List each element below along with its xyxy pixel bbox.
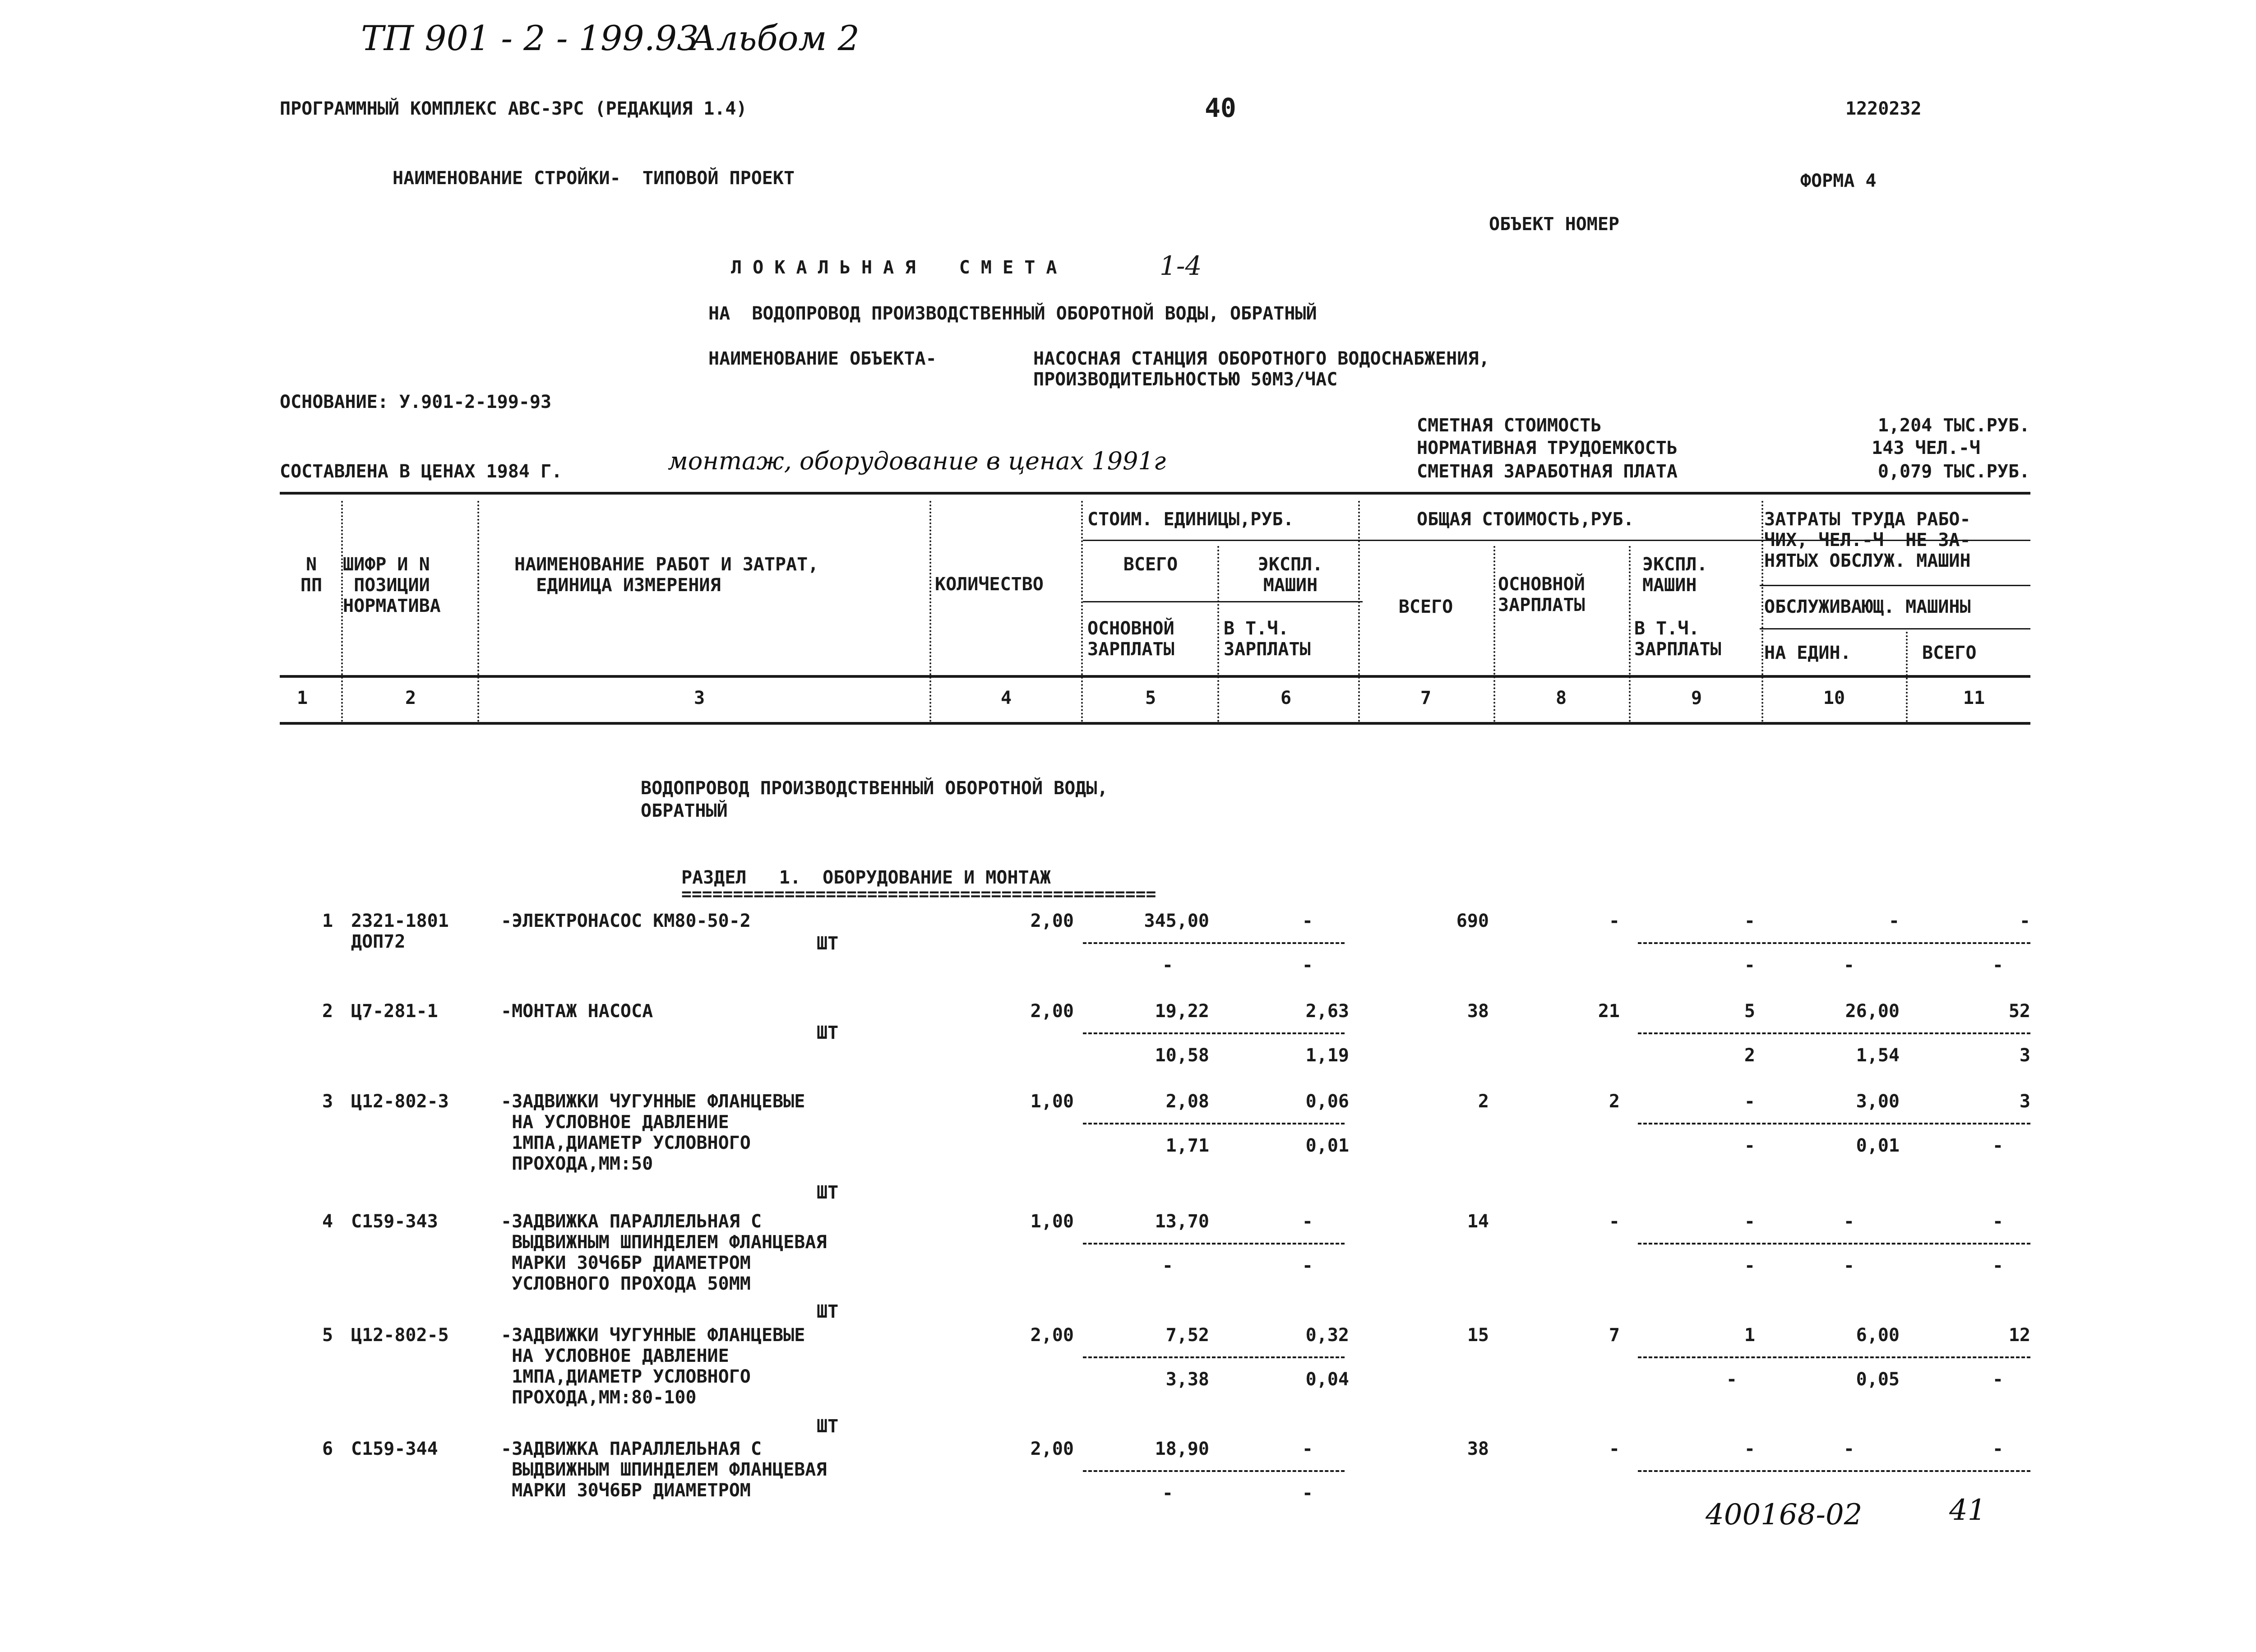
col-sep bbox=[1493, 546, 1495, 722]
cost-value: 1,204 ТЫС.РУБ. bbox=[1877, 415, 2030, 436]
wage-label: СМЕТНАЯ ЗАРАБОТНАЯ ПЛАТА bbox=[1417, 461, 1678, 482]
row-labor-all: 52 bbox=[2008, 1001, 2030, 1022]
row-labor-all-mach: 3 bbox=[2019, 1045, 2030, 1066]
row-unit-mach: 0,06 bbox=[1305, 1091, 1349, 1112]
object-name-line2: ПРОИЗВОДИТЕЛЬНОСТЬЮ 50М3/ЧАС bbox=[1033, 369, 1338, 390]
row-unit-wage: - bbox=[1162, 1255, 1173, 1276]
object-number: ОБЪЕКТ НОМЕР bbox=[1489, 214, 1619, 235]
row-total-incl: - bbox=[1744, 1255, 1755, 1276]
row-unit-cost: 345,00 bbox=[1144, 911, 1209, 931]
estimate-subject: НА ВОДОПРОВОД ПРОИЗВОДСТВЕННЫЙ ОБОРОТНОЙ ВОДЫ, ОБРАТНЫЙ bbox=[708, 303, 1317, 324]
row-name: -ЗАДВИЖКИ ЧУГУННЫЕ ФЛАНЦЕВЫЕ НА УСЛОВНОЕ ДАВЛЕНИЕ 1МПА,ДИАМЕТР УСЛОВНОГО ПРОХОДА,ММ:80-100 bbox=[501, 1325, 805, 1408]
header-bottom-rule bbox=[280, 722, 2030, 725]
col-sep bbox=[477, 501, 479, 722]
row-unit-wage: 10,58 bbox=[1155, 1045, 1209, 1066]
row-unit-wage: 1,71 bbox=[1165, 1135, 1209, 1156]
form-label: ФОРМА 4 bbox=[1800, 171, 1877, 191]
row-unit: ШТ bbox=[817, 933, 839, 954]
row-total-mach: 5 bbox=[1744, 1001, 1755, 1022]
section-title-line1: ВОДОПРОВОД ПРОИЗВОДСТВЕННЫЙ ОБОРОТНОЙ ВОДЫ, bbox=[641, 778, 1108, 799]
col-header-tot-all: ВСЕГО bbox=[1398, 597, 1453, 617]
row-unit-wage: - bbox=[1162, 1483, 1173, 1504]
col-header-all: ВСЕГО bbox=[1922, 643, 1977, 663]
row-unit-mach: 2,63 bbox=[1305, 1001, 1349, 1022]
row-unit-wage: 3,38 bbox=[1165, 1369, 1209, 1390]
row-number: 2 bbox=[322, 1001, 333, 1022]
col-header-unit-incl: В Т.Ч. ЗАРПЛАТЫ bbox=[1224, 618, 1311, 660]
prices-handwritten: монтаж, оборудование в ценах 1991г bbox=[668, 447, 1166, 475]
row-total-mach: - bbox=[1744, 1091, 1755, 1112]
row-labor-unit: 3,00 bbox=[1856, 1091, 1900, 1112]
row-unit-incl: 0,01 bbox=[1305, 1135, 1349, 1156]
handwritten-album: Альбом 2 bbox=[690, 18, 860, 58]
row-unit-cost: 13,70 bbox=[1155, 1211, 1209, 1232]
row-unit-mach: - bbox=[1302, 1211, 1313, 1232]
row-labor-unit-mach: - bbox=[1843, 955, 1854, 976]
col-header-qty: КОЛИЧЕСТВО bbox=[935, 574, 1044, 595]
razdel-underline: ============================================== bbox=[681, 884, 1156, 904]
row-total: 14 bbox=[1467, 1211, 1489, 1232]
col-number: 5 bbox=[1145, 688, 1156, 708]
row-total-wage: 7 bbox=[1609, 1325, 1620, 1346]
row-code: С159-343 bbox=[351, 1211, 438, 1232]
razdel-heading: РАЗДЕЛ 1. ОБОРУДОВАНИЕ И МОНТАЖ bbox=[681, 867, 1051, 888]
row-number: 3 bbox=[322, 1091, 333, 1112]
wage-value: 0,079 ТЫС.РУБ. bbox=[1877, 461, 2030, 482]
row-qty: 1,00 bbox=[1030, 1091, 1074, 1112]
row-unit-cost: 18,90 bbox=[1155, 1439, 1209, 1459]
col-sep bbox=[929, 501, 931, 722]
object-name-line1: НАСОСНАЯ СТАНЦИЯ ОБОРОТНОГО ВОДОСНАБЖЕНИЯ, bbox=[1033, 348, 1490, 369]
col-number: 11 bbox=[1963, 688, 1985, 708]
row-code: 2321-1801 ДОП72 bbox=[351, 911, 449, 952]
row-divider bbox=[1638, 1356, 2030, 1358]
row-qty: 2,00 bbox=[1030, 911, 1074, 931]
col-header-total-cost: ОБЩАЯ СТОИМОСТЬ,РУБ. bbox=[1417, 509, 1634, 530]
row-divider bbox=[1083, 1470, 1345, 1472]
row-unit-incl: - bbox=[1302, 1255, 1313, 1276]
row-unit-mach: 0,32 bbox=[1305, 1325, 1349, 1346]
row-divider bbox=[1638, 1470, 2030, 1472]
col-sep bbox=[1081, 501, 1083, 722]
row-divider bbox=[1638, 1123, 2030, 1124]
row-divider bbox=[1083, 942, 1345, 944]
col-number: 3 bbox=[693, 688, 705, 708]
row-labor-all-mach: - bbox=[1992, 1255, 2003, 1276]
row-labor-unit-mach: 0,01 bbox=[1856, 1135, 1900, 1156]
row-number: 1 bbox=[322, 911, 333, 931]
row-unit: ШТ bbox=[817, 1023, 839, 1043]
row-labor-all: - bbox=[1992, 1211, 2003, 1232]
row-unit-cost: 2,08 bbox=[1165, 1091, 1209, 1112]
prices-label: СОСТАВЛЕНА В ЦЕНАХ 1984 Г. bbox=[280, 461, 563, 482]
row-labor-all: - bbox=[2019, 911, 2030, 931]
document-title: Л О К А Л Ь Н А Я С М Е Т А bbox=[731, 257, 1057, 278]
row-labor-all: - bbox=[1992, 1439, 2003, 1459]
row-qty: 2,00 bbox=[1030, 1001, 1074, 1022]
row-labor-unit: - bbox=[1888, 911, 1900, 931]
labor-value: 143 ЧЕЛ.-Ч bbox=[1872, 438, 1980, 458]
row-total-wage: 2 bbox=[1609, 1091, 1620, 1112]
col-header-tot-wage: ОСНОВНОЙ ЗАРПЛАТЫ bbox=[1498, 574, 1585, 615]
row-labor-all-mach: - bbox=[1992, 1135, 2003, 1156]
row-total: 38 bbox=[1467, 1001, 1489, 1022]
col-header-unit-wage: ОСНОВНОЙ ЗАРПЛАТЫ bbox=[1087, 618, 1174, 660]
row-labor-all: 3 bbox=[2019, 1091, 2030, 1112]
cost-label: СМЕТНАЯ СТОИМОСТЬ bbox=[1417, 415, 1602, 436]
row-total-incl: - bbox=[1744, 955, 1755, 976]
document-title-number: 1-4 bbox=[1160, 250, 1202, 281]
handwritten-stamp: 400168-02 bbox=[1706, 1498, 1863, 1532]
row-total-wage: - bbox=[1609, 1439, 1620, 1459]
row-unit-incl: 0,04 bbox=[1305, 1369, 1349, 1390]
row-total: 15 bbox=[1467, 1325, 1489, 1346]
row-divider bbox=[1083, 1243, 1345, 1245]
row-unit-incl: - bbox=[1302, 1483, 1313, 1504]
page-number: 40 bbox=[1205, 93, 1236, 123]
row-code: Ц7-281-1 bbox=[351, 1001, 438, 1022]
row-labor-all: 12 bbox=[2008, 1325, 2030, 1346]
row-total: 38 bbox=[1467, 1439, 1489, 1459]
row-number: 4 bbox=[322, 1211, 333, 1232]
row-labor-unit-mach: 0,05 bbox=[1856, 1369, 1900, 1390]
col-header-tot-mach: ЭКСПЛ. МАШИН bbox=[1642, 554, 1708, 596]
col-header-unit-total: ВСЕГО bbox=[1123, 554, 1178, 575]
program-name: ПРОГРАММНЫЙ КОМПЛЕКС АВС-3РС (РЕДАКЦИЯ 1.4) bbox=[280, 98, 747, 119]
row-unit-incl: - bbox=[1302, 955, 1313, 976]
row-total-incl: - bbox=[1726, 1369, 1737, 1390]
row-labor-unit: - bbox=[1843, 1211, 1854, 1232]
row-qty: 2,00 bbox=[1030, 1439, 1074, 1459]
row-total-wage: - bbox=[1609, 911, 1620, 931]
row-unit-mach: - bbox=[1302, 1439, 1313, 1459]
row-total-mach: 1 bbox=[1744, 1325, 1755, 1346]
row-number: 5 bbox=[322, 1325, 333, 1346]
col-header-labor: ЗАТРАТЫ ТРУДА РАБО- ЧИХ, ЧЕЛ.-Ч НЕ ЗА- НЯТЫХ ОБСЛУЖ. МАШИН bbox=[1764, 509, 1971, 571]
col-header-unit-mach: ЭКСПЛ. МАШИН bbox=[1257, 554, 1323, 596]
row-total-mach: - bbox=[1744, 911, 1755, 931]
row-unit: ШТ bbox=[817, 1182, 839, 1203]
row-divider bbox=[1083, 1032, 1345, 1034]
row-labor-unit: 6,00 bbox=[1856, 1325, 1900, 1346]
header-sub-rule-2 bbox=[1083, 601, 1363, 602]
row-labor-unit-mach: 1,54 bbox=[1856, 1045, 1900, 1066]
row-labor-unit: 26,00 bbox=[1845, 1001, 1900, 1022]
row-unit-mach: - bbox=[1302, 911, 1313, 931]
row-unit-incl: 1,19 bbox=[1305, 1045, 1349, 1066]
basis: ОСНОВАНИЕ: У.901-2-199-93 bbox=[280, 392, 552, 412]
col-sep bbox=[1906, 632, 1908, 722]
construction-label: НАИМЕНОВАНИЕ СТРОЙКИ- ТИПОВОЙ ПРОЕКТ bbox=[393, 168, 795, 189]
row-code: Ц12-802-5 bbox=[351, 1325, 449, 1346]
row-total-wage: - bbox=[1609, 1211, 1620, 1232]
row-unit-wage: - bbox=[1162, 955, 1173, 976]
row-total-mach: - bbox=[1744, 1211, 1755, 1232]
row-labor-all-mach: - bbox=[1992, 955, 2003, 976]
row-total: 690 bbox=[1456, 911, 1489, 931]
row-name: -ЭЛЕКТРОНАСОС КМ80-50-2 bbox=[501, 911, 751, 931]
col-number: 4 bbox=[1000, 688, 1012, 708]
row-total-mach: - bbox=[1744, 1439, 1755, 1459]
row-qty: 2,00 bbox=[1030, 1325, 1074, 1346]
col-header-tot-incl: В Т.Ч. ЗАРПЛАТЫ bbox=[1634, 618, 1721, 660]
row-code: С159-344 bbox=[351, 1439, 438, 1459]
col-number: 10 bbox=[1823, 688, 1845, 708]
row-divider bbox=[1083, 1123, 1345, 1124]
header-top-rule bbox=[280, 492, 2030, 495]
col-header-unit-cost: СТОИМ. ЕДИНИЦЫ,РУБ. bbox=[1087, 509, 1294, 530]
row-unit: ШТ bbox=[817, 1416, 839, 1437]
row-total-incl: - bbox=[1744, 1135, 1755, 1156]
row-divider bbox=[1083, 1356, 1345, 1358]
header-mid-rule bbox=[280, 675, 2030, 678]
col-header-n: N ПП bbox=[300, 554, 323, 596]
col-number: 8 bbox=[1555, 688, 1567, 708]
row-unit-cost: 7,52 bbox=[1165, 1325, 1209, 1346]
row-labor-unit-mach: - bbox=[1843, 1255, 1854, 1276]
row-name: -ЗАДВИЖКА ПАРАЛЛЕЛЬНАЯ С ВЫДВИЖНЫМ ШПИНДЕЛЕМ ФЛАНЦЕВАЯ МАРКИ 30Ч6БР ДИАМЕТРОМ УСЛОВНОГО ПРОХОДА 50ММ bbox=[501, 1211, 827, 1294]
row-code: Ц12-802-3 bbox=[351, 1091, 449, 1112]
row-total: 2 bbox=[1478, 1091, 1489, 1112]
row-unit: ШТ bbox=[817, 1301, 839, 1322]
row-divider bbox=[1638, 1032, 2030, 1034]
col-header-labor-sub: ОБСЛУЖИВАЮЩ. МАШИНЫ bbox=[1764, 597, 1971, 617]
row-qty: 1,00 bbox=[1030, 1211, 1074, 1232]
col-number: 7 bbox=[1420, 688, 1432, 708]
header-sub-rule-3 bbox=[1760, 585, 2030, 586]
header-sub-rule-4 bbox=[1760, 628, 2030, 629]
document-code: 1220232 bbox=[1845, 98, 1922, 119]
object-label: НАИМЕНОВАНИЕ ОБЪЕКТА- bbox=[708, 348, 937, 369]
section-title-line2: ОБРАТНЫЙ bbox=[641, 801, 728, 821]
col-header-name: НАИМЕНОВАНИЕ РАБОТ И ЗАТРАТ, ЕДИНИЦА ИЗМЕРЕНИЯ bbox=[514, 554, 819, 596]
col-number: 6 bbox=[1280, 688, 1292, 708]
row-unit-cost: 19,22 bbox=[1155, 1001, 1209, 1022]
col-number: 9 bbox=[1691, 688, 1702, 708]
row-divider bbox=[1638, 1243, 2030, 1245]
col-number: 2 bbox=[405, 688, 416, 708]
row-name: -ЗАДВИЖКА ПАРАЛЛЕЛЬНАЯ С ВЫДВИЖНЫМ ШПИНДЕЛЕМ ФЛАНЦЕВАЯ МАРКИ 30Ч6БР ДИАМЕТРОМ bbox=[501, 1439, 827, 1501]
row-name: -ЗАДВИЖКИ ЧУГУННЫЕ ФЛАНЦЕВЫЕ НА УСЛОВНОЕ ДАВЛЕНИЕ 1МПА,ДИАМЕТР УСЛОВНОГО ПРОХОДА,ММ:50 bbox=[501, 1091, 805, 1174]
row-labor-all-mach: - bbox=[1992, 1369, 2003, 1390]
row-total-wage: 21 bbox=[1598, 1001, 1620, 1022]
col-sep bbox=[1629, 546, 1631, 722]
handwritten-project-code: ТП 901 - 2 - 199.93 bbox=[361, 18, 699, 58]
col-header-per-unit: НА ЕДИН. bbox=[1764, 643, 1851, 663]
handwritten-page: 41 bbox=[1949, 1494, 1986, 1527]
row-labor-unit: - bbox=[1843, 1439, 1854, 1459]
row-number: 6 bbox=[322, 1439, 333, 1459]
col-sep bbox=[1761, 501, 1763, 722]
labor-label: НОРМАТИВНАЯ ТРУДОЕМКОСТЬ bbox=[1417, 438, 1678, 458]
col-header-code: ШИФР И N ПОЗИЦИИ НОРМАТИВА bbox=[343, 554, 441, 616]
row-total-incl: 2 bbox=[1744, 1045, 1755, 1066]
col-number: 1 bbox=[296, 688, 308, 708]
row-divider bbox=[1638, 942, 2030, 944]
row-name: -МОНТАЖ НАСОСА bbox=[501, 1001, 653, 1022]
